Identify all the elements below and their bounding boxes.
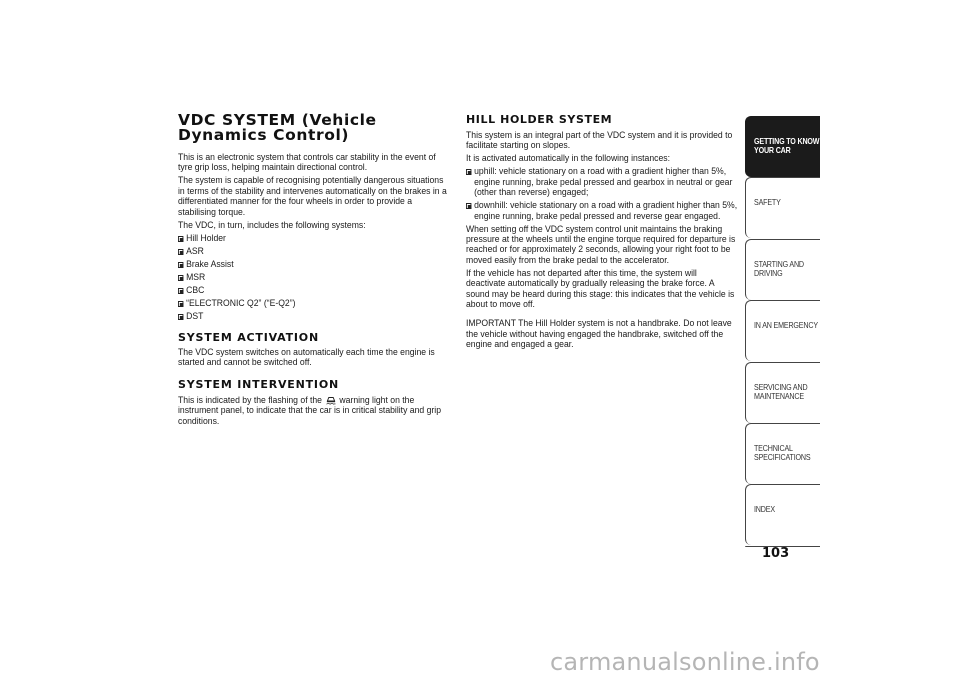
right-column (466, 113, 738, 353)
list-item: uphill: vehicle stationary on a road with a gradient higher than 5%, engine running, brake pedal pressed and gearbox in neutral or gear (other than reverse) engaged; (466, 167, 738, 198)
checkbox-bullet-icon (178, 314, 183, 320)
chapter-index-sidebar (745, 116, 820, 547)
vdc-system-heading: VDC SYSTEM (Vehicle Dynamics Control) (178, 111, 377, 144)
checkbox-bullet-icon (178, 262, 183, 268)
left-column (178, 113, 450, 430)
tab-starting-and-driving[interactable]: STARTING AND DRIVING (745, 239, 820, 300)
hill-holder-heading: HILL HOLDER SYSTEM (466, 113, 613, 126)
list-item: CBC (178, 286, 450, 296)
tab-getting-to-know-your-car[interactable]: GETTING TO KNOW YOUR CAR (745, 116, 820, 177)
hill-holder-intro-2: It is activated automatically in the following instances: (466, 153, 670, 165)
tab-servicing-and-maintenance[interactable]: SERVICING AND MAINTENANCE (745, 362, 820, 423)
system-intervention-text: This is indicated by the flashing of the warning light on the instrument panel, to indicate that the car is in critical stability and grip conditions. (178, 394, 442, 427)
checkbox-bullet-icon (178, 288, 183, 294)
system-activation-text: The VDC system switches on automatically each time the engine is started and cannot be switched off. (178, 347, 435, 369)
vdc-warning-icon (325, 395, 336, 405)
tab-safety[interactable]: SAFETY (745, 177, 820, 238)
vdc-intro-paragraph-1: This is an electronic system that controls car stability in the event of tyre grip loss, helping maintain directional control. (178, 152, 436, 174)
hill-holder-body-1: When setting off the VDC system control unit maintains the braking pressure at the wheels until the engine torque required for departure is reached or for approximately 2 seconds, allowing your right foot to be moved easily from the brake pedal to the accelerator. (466, 223, 736, 266)
list-item: ASR (178, 247, 450, 257)
checkbox-bullet-icon (178, 236, 183, 242)
list-item: DST (178, 312, 450, 322)
checkbox-bullet-icon (178, 301, 183, 307)
tab-index[interactable]: INDEX (745, 484, 820, 545)
vdc-intro-paragraph-3: The VDC, in turn, includes the following systems: (178, 219, 366, 231)
list-item: Brake Assist (178, 260, 450, 270)
hill-holder-body-2: If the vehicle has not departed after this time, the system will deactivate automatically by gradually releasing the brake force. A sound may be heard during this stage: this indicates that the vehicle is about to move off. (466, 267, 735, 311)
list-item: downhill: vehicle stationary on a road with a gradient higher than 5%, engine running, brake pedal pressed and reverse gear engaged. (466, 201, 738, 222)
tab-technical-specifications[interactable]: TECHNICAL SPECIFICATIONS (745, 423, 820, 484)
checkbox-bullet-icon (178, 275, 183, 281)
checkbox-bullet-icon (466, 203, 471, 209)
list-item: Hill Holder (178, 234, 450, 244)
checkbox-bullet-icon (178, 249, 183, 255)
hill-holder-instances-list (466, 167, 738, 222)
list-item: “ELECTRONIC Q2” (“E-Q2”) (178, 299, 450, 309)
vdc-intro-paragraph-2: The system is capable of recognising potentially dangerous situations in terms of the stability and intervenes automatically on the brakes in a differentiated manner for the four wheels in order to provide a stabilising torque. (178, 175, 447, 218)
vdc-systems-list (178, 234, 450, 322)
system-activation-heading: SYSTEM ACTIVATION (178, 331, 319, 345)
checkbox-bullet-icon (466, 169, 471, 175)
watermark: carmanualsonline.info (550, 648, 820, 676)
page-number: 103 (762, 546, 790, 561)
hill-holder-intro-1: This system is an integral part of the VDC system and it is provided to facilitate starting on slopes. (466, 130, 733, 152)
list-item: MSR (178, 273, 450, 283)
system-intervention-heading: SYSTEM INTERVENTION (178, 377, 339, 391)
hill-holder-important-note: IMPORTANT The Hill Holder system is not a handbrake. Do not leave the vehicle without having engaged the handbrake, switched off the engine and engaged a gear. (466, 318, 732, 351)
tab-in-an-emergency[interactable]: IN AN EMERGENCY (745, 300, 820, 361)
